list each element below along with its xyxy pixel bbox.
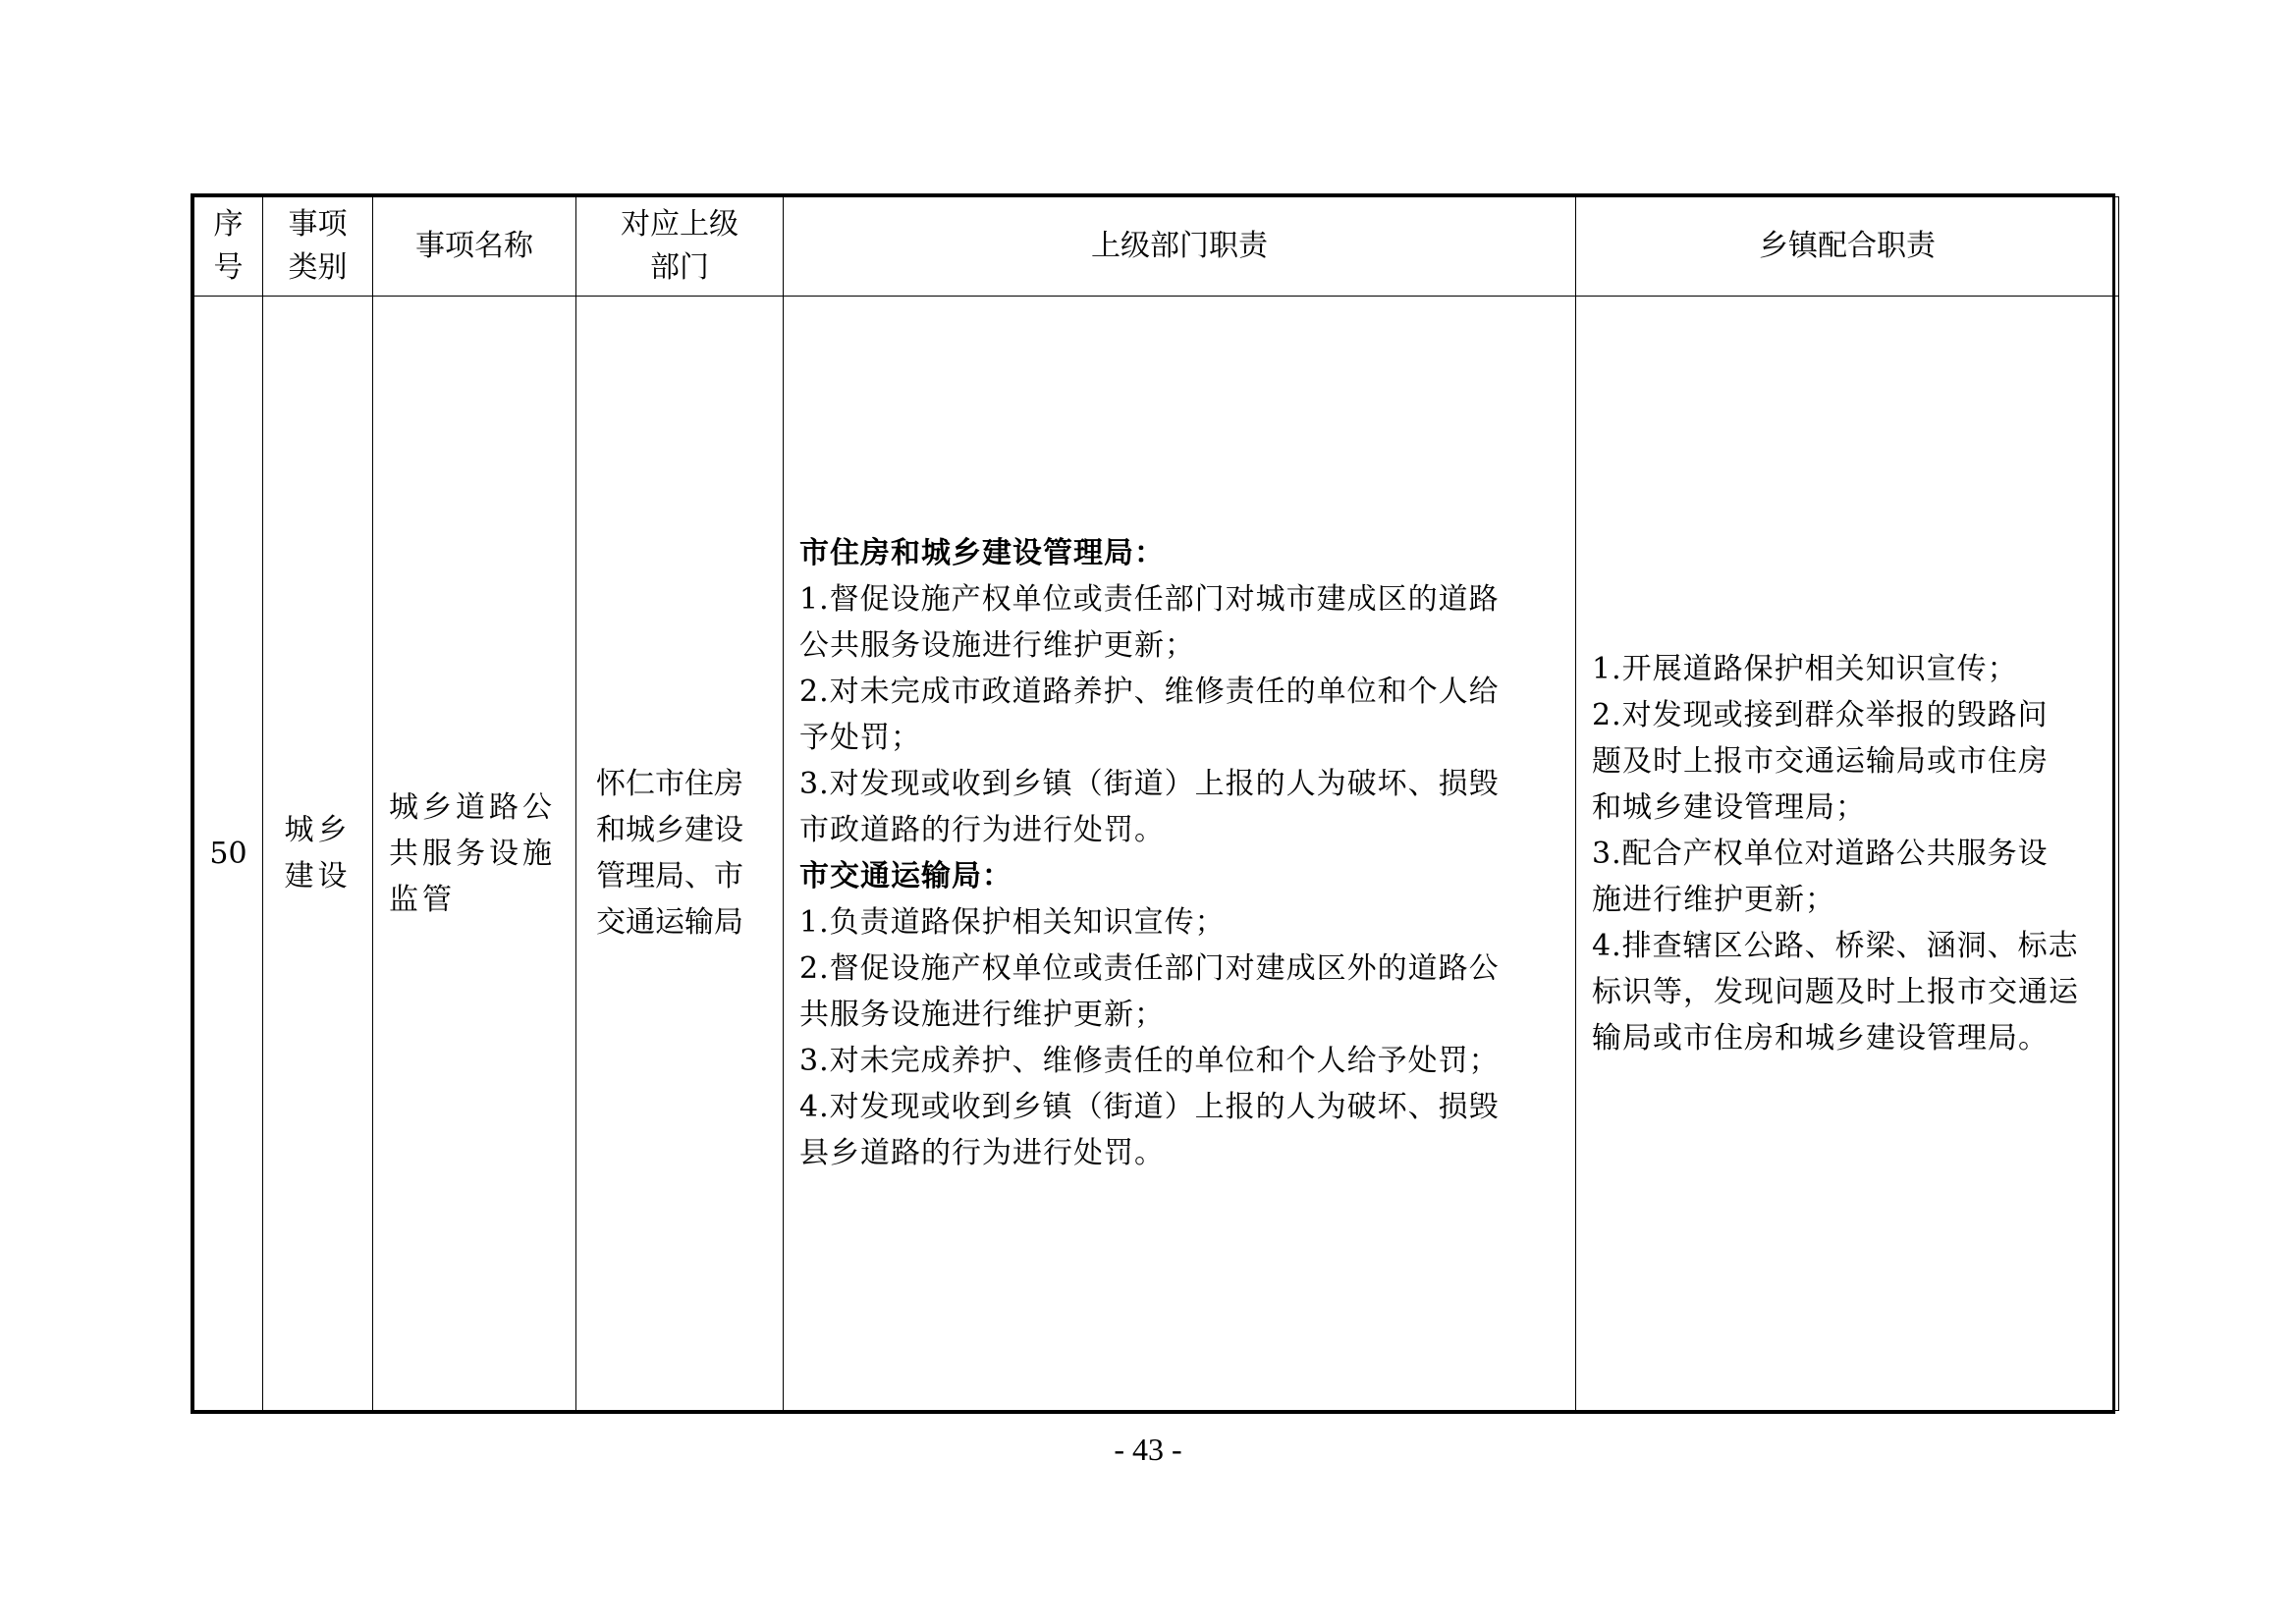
- housing-bureau-title: 市住房和城乡建设管理局：: [799, 536, 1165, 570]
- township-duty-line: 题及时上报市交通运输局或市住房: [1592, 743, 2049, 779]
- header-item-name: 事项名称: [373, 197, 576, 297]
- housing-duty-line: 2.对未完成市政道路养护、维修责任的单位和个人给: [799, 675, 1500, 709]
- housing-duty-line: 公共服务设施进行维护更新；: [799, 628, 1195, 663]
- duties-table-container: [191, 193, 2115, 1414]
- cell-category: 城乡 建设: [263, 297, 373, 1411]
- transport-duty-line: 3.对未完成养护、维修责任的单位和个人给予处罚；: [799, 1044, 1500, 1078]
- township-duty-line: 和城乡建设管理局；: [1592, 789, 1866, 825]
- housing-duty-line: 1.督促设施产权单位或责任部门对城市建成区的道路: [799, 582, 1500, 617]
- township-duty-line: 1.开展道路保护相关知识宣传；: [1592, 651, 2018, 686]
- cell-superior-duties: [784, 297, 1576, 1411]
- header-superior-duties: 上级部门职责: [784, 197, 1576, 297]
- transport-duty-line: 共服务设施进行维护更新；: [799, 998, 1165, 1032]
- table-row: [194, 297, 2119, 1411]
- housing-duty-line: 予处罚；: [799, 721, 921, 755]
- row-index: 50: [209, 836, 247, 871]
- page-number: - 43 -: [1114, 1432, 1182, 1467]
- township-duty-line: 施进行维护更新；: [1592, 882, 1835, 917]
- header-township-duties: 乡镇配合职责: [1576, 197, 2119, 297]
- township-duty-line: 2.对发现或接到群众举报的毁路问: [1592, 697, 2049, 732]
- cell-index: [194, 297, 263, 1411]
- duties-table: [193, 196, 2119, 1411]
- housing-duty-line: 3.对发现或收到乡镇（街道）上报的人为破坏、损毁: [799, 767, 1500, 801]
- header-index: 序 号: [194, 197, 263, 297]
- transport-duty-line: 1.负责道路保护相关知识宣传；: [799, 905, 1226, 940]
- table-header-row: [194, 197, 2119, 297]
- township-duty-line: 3.配合产权单位对道路公共服务设: [1592, 836, 2049, 871]
- housing-duty-line: 市政道路的行为进行处罚。: [799, 813, 1165, 847]
- transport-duty-line: 2.督促设施产权单位或责任部门对建成区外的道路公: [799, 951, 1500, 986]
- cell-item-name: 城乡道路公 共服务设施 监管: [373, 297, 576, 1411]
- transport-duty-line: 4.对发现或收到乡镇（街道）上报的人为破坏、损毁: [799, 1090, 1500, 1124]
- township-duty-line: 4.排查辖区公路、桥梁、涵洞、标志: [1592, 928, 2079, 963]
- transport-duty-line: 县乡道路的行为进行处罚。: [799, 1136, 1165, 1170]
- township-duty-line: 输局或市住房和城乡建设管理局。: [1592, 1020, 2049, 1055]
- cell-superior-department: 怀仁市住房 和城乡建设 管理局、市 交通运输局: [576, 297, 784, 1411]
- transport-bureau-title: 市交通运输局：: [799, 859, 1012, 893]
- township-duty-line: 标识等，发现问题及时上报市交通运: [1592, 974, 2079, 1009]
- header-superior-department: 对应上级 部门: [576, 197, 784, 297]
- cell-township-duties: [1576, 297, 2119, 1411]
- header-category: 事项 类别: [263, 197, 373, 297]
